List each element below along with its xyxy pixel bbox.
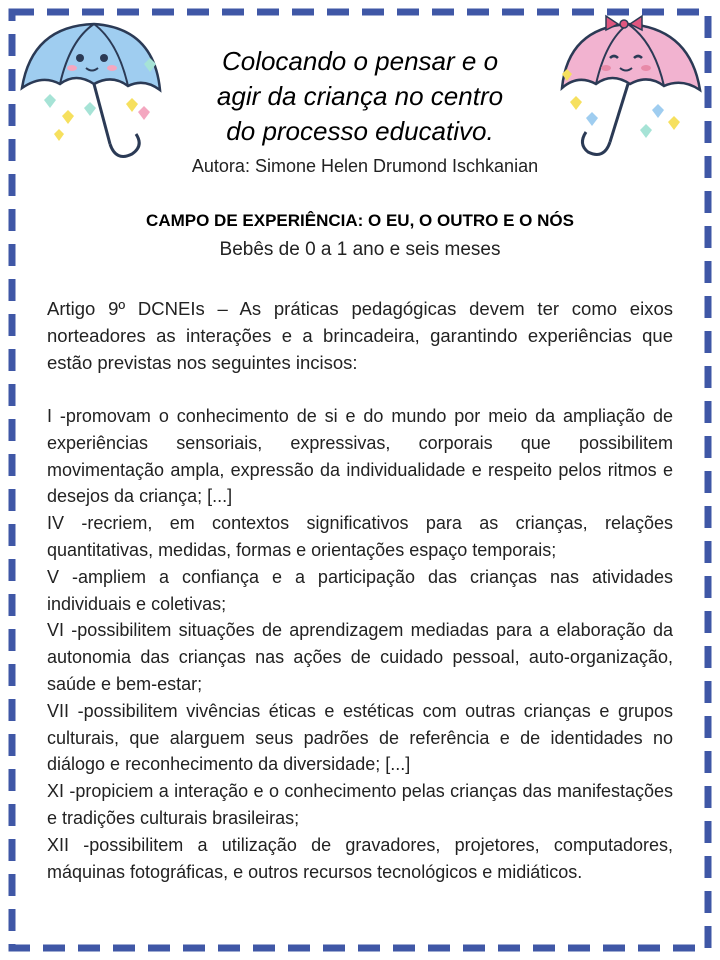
inciso-iv: IV -recriem, em contextos significativos para as crianças, relações quantitativas, medidas, formas e orientações espaço temporais; [47, 513, 673, 560]
inciso-i: I -promovam o conhecimento de si e do mundo por meio da ampliação de experiências sensoriais, expressivas, corporais que possibilitem movimentação ampla, expressão da individualidade e respeito pelos ritmos e desejos da criança; [...] [47, 406, 673, 507]
title-line-1: Colocando o pensar e o [221, 46, 499, 76]
section-subtitle: Bebês de 0 a 1 ano e seis meses [219, 239, 501, 260]
inciso-xi: XI -propiciem a interação e o conhecimento pelas crianças das manifestações e tradições culturais brasileiras; [47, 781, 673, 828]
title-line-3: do processo educativo. [226, 116, 494, 146]
inciso-xii: XII -possibilitem a utilização de gravadores, projetores, computadores, máquinas fotográficas, e outros recursos tecnológicos e midiáticos. [47, 834, 673, 882]
incisos-list [47, 403, 673, 885]
document-title [160, 44, 560, 149]
pink-umbrella-icon [556, 14, 706, 164]
title-line-2: agir da criança no centro [216, 81, 504, 111]
inciso-vii: VII -possibilitem vivências éticas e estéticas com outras crianças e grupos culturais, que alarguem seus padrões de referência e de identidades no diálogo e reconhecimento da diversidade; [...] [47, 700, 673, 775]
inciso-vi: VI -possibilitem situações de aprendizagem mediadas para a elaboração da autonomia das crianças nas ações de cuidado pessoal, auto-organização, saúde e bem-estar; [47, 620, 673, 694]
article-paragraph: Artigo 9º DCNEIs – As práticas pedagógicas devem ter como eixos norteadores as interações e a brincadeira, garantindo experiências que estão previstas nos seguintes incisos: [47, 298, 673, 373]
inciso-v: V -ampliem a confiança e a participação das crianças nas atividades individuais e coletivas; [47, 566, 673, 614]
blue-umbrella-icon [14, 16, 164, 166]
author-line: Autora: Simone Helen Drumond Ischkanian [191, 156, 539, 176]
section-heading: CAMPO DE EXPERIÊNCIA: O EU, O OUTRO E O NÓS [146, 211, 574, 230]
